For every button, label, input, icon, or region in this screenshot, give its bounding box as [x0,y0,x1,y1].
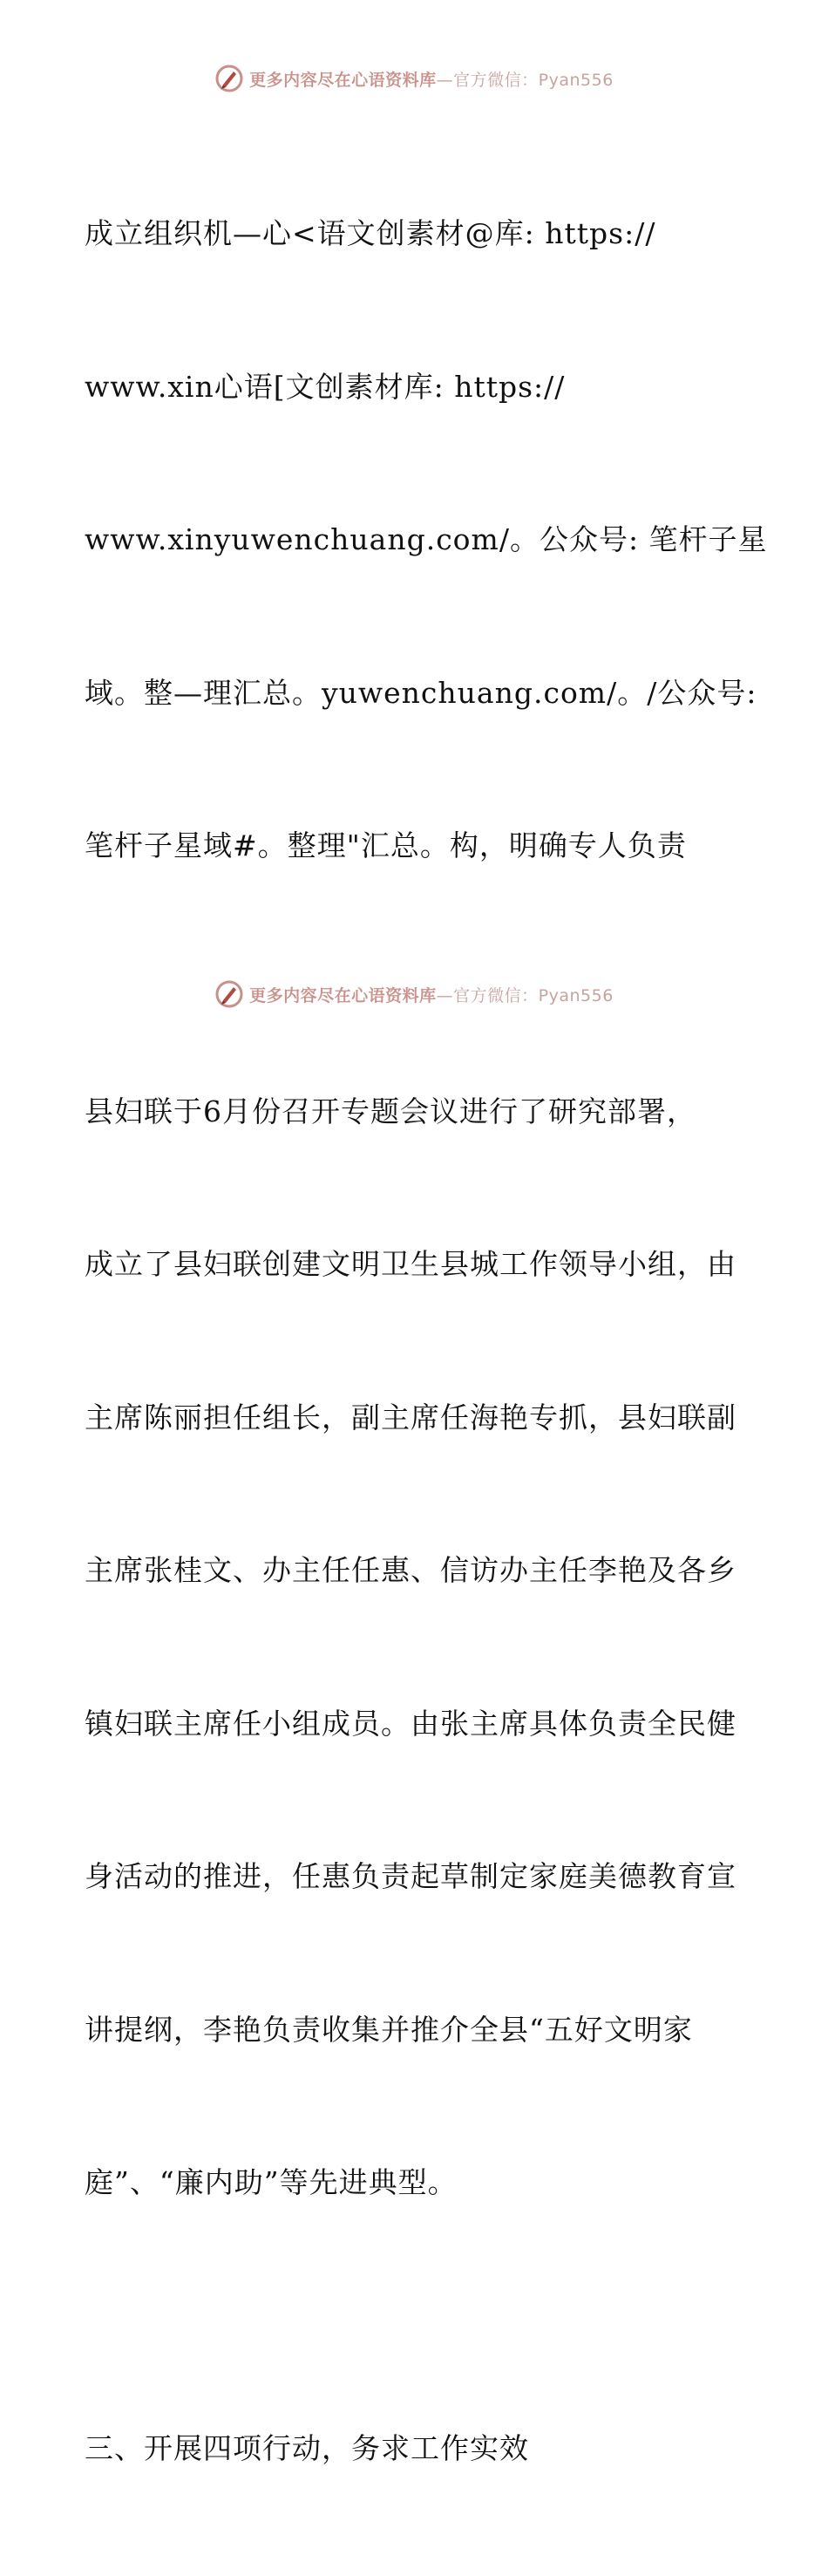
section-heading [85,2321,747,2576]
footer-banner-separator: — [437,986,454,1005]
footer-banner-text [249,983,614,1006]
header-banner-separator: — [437,71,454,90]
paragraph-gap [85,2311,747,2321]
footer-banner-wechat: 官方微信：Pyan556 [453,986,614,1005]
text-line: 笔杆子星域#。整理"汇总。构，明确专人负责 [85,821,747,872]
text-line: 身活动的推进，任惠负责起草制定家庭美德教育宣 [85,1851,747,1903]
text-line: 镇妇联主席任小组成员。由张主席具体负责全民健 [85,1699,747,1750]
text-line: www.xinyuwenchuang.com/。公众号: 笔杆子星 [85,515,747,566]
pen-logo-icon [214,979,244,1009]
pen-logo-icon [214,64,244,93]
text-line: 成立组织机—心<语文创素材@库: https:// [85,208,747,260]
paragraph-1 [85,106,747,974]
header-banner-text [249,67,614,91]
text-line: 庭”、“廉内助”等先进典型。 [85,2157,747,2209]
text-line: 三、开展四项行动，务求工作实效 [85,2423,747,2475]
footer-banner-title: 更多内容尽在心语资料库 [249,986,437,1005]
text-line: 成立了县妇联创建文明卫生县城工作领导小组，由 [85,1239,747,1291]
document-body [85,106,747,2576]
text-line: 县妇联于6月份召开专题会议进行了研究部署， [85,1087,747,1138]
text-line: 域。整—理汇总。yuwenchuang.com/。/公众号: [85,668,747,719]
text-line: www.xin心语[文创素材库: https:// [85,362,747,413]
text-line: 主席张桂文、办主任任惠、信访办主任李艳及各乡 [85,1545,747,1597]
text-line: 主席陈丽担任组长，副主席任海艳专抓，县妇联副 [85,1393,747,1444]
header-banner-wechat: 官方微信：Pyan556 [453,71,614,90]
header-banner-title: 更多内容尽在心语资料库 [249,71,437,90]
text-line: 讲提纲，李艳负责收集并推介全县“五好文明家 [85,2005,747,2056]
paragraph-2 [85,985,747,2311]
header-banner [0,61,828,96]
footer-banner [0,977,828,1012]
